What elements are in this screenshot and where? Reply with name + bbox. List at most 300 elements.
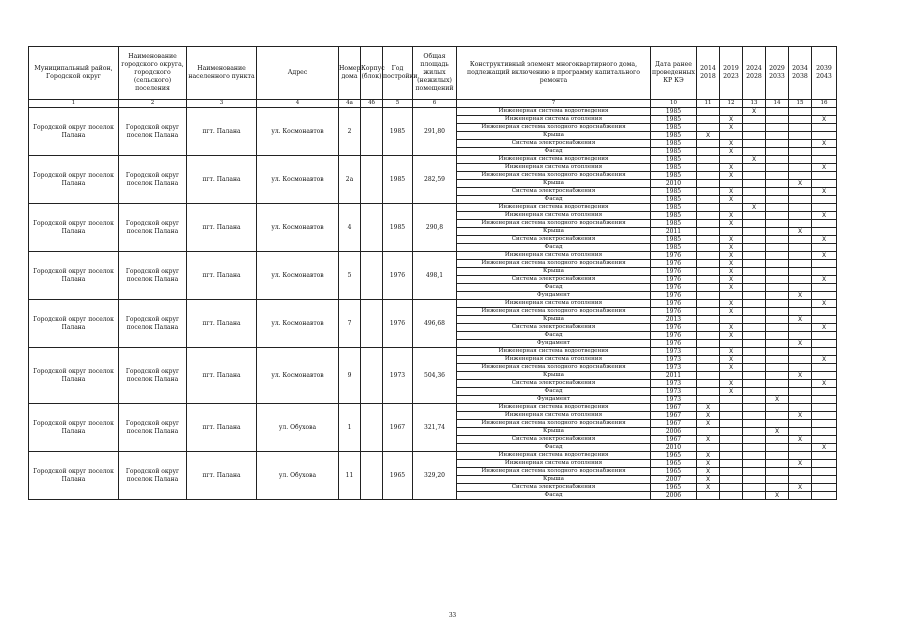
period-cell — [812, 220, 837, 228]
period-cell — [743, 300, 766, 308]
element-name-cell: Фасад — [457, 332, 651, 340]
house-number-cell: 9 — [339, 348, 361, 404]
element-name-cell: Крыша — [457, 372, 651, 380]
period-cell — [743, 236, 766, 244]
table-row — [29, 300, 837, 308]
planned-mark: X — [720, 268, 743, 276]
element-name-cell: Инженерная система водоотведения — [457, 404, 651, 412]
planned-mark: X — [697, 476, 720, 484]
settlement-cell: Городской округ поселок Палана — [119, 300, 187, 348]
period-cell — [766, 300, 789, 308]
period-cell — [812, 156, 837, 164]
period-cell — [720, 412, 743, 420]
period-cell — [697, 356, 720, 364]
period-cell — [743, 484, 766, 492]
area-cell: 291,80 — [413, 108, 457, 156]
period-cell — [812, 412, 837, 420]
repair-date-cell: 1985 — [651, 156, 697, 164]
period-cell — [812, 428, 837, 436]
planned-mark: X — [766, 428, 789, 436]
period-cell — [812, 316, 837, 324]
period-cell — [720, 228, 743, 236]
period-cell — [743, 492, 766, 500]
planned-mark: X — [812, 164, 837, 172]
period-cell — [720, 460, 743, 468]
district-cell: Городской округ поселок Палана — [29, 204, 119, 252]
element-name-cell: Фундамент — [457, 292, 651, 300]
repair-date-cell: 1976 — [651, 340, 697, 348]
locality-cell: пгт. Палана — [187, 108, 257, 156]
planned-mark: X — [812, 356, 837, 364]
repair-date-cell: 1967 — [651, 420, 697, 428]
district-cell: Городской округ поселок Палана — [29, 300, 119, 348]
period-cell — [789, 252, 812, 260]
period-cell — [697, 276, 720, 284]
planned-mark: X — [720, 332, 743, 340]
period-cell — [789, 204, 812, 212]
repair-date-cell: 2010 — [651, 180, 697, 188]
period-cell — [743, 196, 766, 204]
period-cell — [812, 476, 837, 484]
period-cell — [743, 332, 766, 340]
repair-date-cell: 1976 — [651, 260, 697, 268]
period-cell — [743, 364, 766, 372]
period-cell — [766, 228, 789, 236]
period-cell — [766, 340, 789, 348]
element-name-cell: Система электроснабжения — [457, 436, 651, 444]
period-cell — [743, 116, 766, 124]
table-row — [29, 204, 837, 212]
year-built-cell: 1985 — [383, 156, 413, 204]
period-cell — [743, 396, 766, 404]
period-cell — [766, 220, 789, 228]
element-name-cell: Система электроснабжения — [457, 324, 651, 332]
planned-mark: X — [789, 316, 812, 324]
period-cell — [766, 436, 789, 444]
header-date-repaired: Дата ранее проведенных КР КЭ — [651, 47, 697, 100]
planned-mark: X — [720, 196, 743, 204]
element-name-cell: Инженерная система отопления — [457, 460, 651, 468]
element-name-cell: Фасад — [457, 244, 651, 252]
period-cell — [743, 308, 766, 316]
planned-mark: X — [812, 188, 837, 196]
column-number: 16 — [812, 100, 837, 108]
repair-date-cell: 1976 — [651, 332, 697, 340]
register-table — [28, 46, 837, 500]
element-name-cell: Инженерная система холодного водоснабжения — [457, 420, 651, 428]
repair-date-cell: 1985 — [651, 212, 697, 220]
period-cell — [720, 108, 743, 116]
column-number: 5 — [383, 100, 413, 108]
element-name-cell: Крыша — [457, 476, 651, 484]
repair-date-cell: 1985 — [651, 220, 697, 228]
planned-mark: X — [697, 484, 720, 492]
period-cell — [743, 444, 766, 452]
period-cell — [812, 388, 837, 396]
element-name-cell: Инженерная система холодного водоснабжения — [457, 172, 651, 180]
element-name-cell: Фундамент — [457, 340, 651, 348]
repair-date-cell: 1976 — [651, 300, 697, 308]
settlement-cell: Городской округ поселок Палана — [119, 108, 187, 156]
planned-mark: X — [720, 300, 743, 308]
period-cell — [743, 348, 766, 356]
column-number: 4a — [339, 100, 361, 108]
period-cell — [789, 300, 812, 308]
period-cell — [812, 148, 837, 156]
period-cell — [812, 364, 837, 372]
period-cell — [789, 404, 812, 412]
area-cell: 504,36 — [413, 348, 457, 404]
period-cell — [697, 236, 720, 244]
element-name-cell: Система электроснабжения — [457, 380, 651, 388]
street-cell: ул. Космонавтов — [257, 156, 339, 204]
element-name-cell: Инженерная система отопления — [457, 116, 651, 124]
period-cell — [766, 404, 789, 412]
period-cell — [812, 228, 837, 236]
planned-mark: X — [812, 324, 837, 332]
period-cell — [789, 116, 812, 124]
period-cell — [766, 452, 789, 460]
repair-date-cell: 1985 — [651, 164, 697, 172]
planned-mark: X — [812, 276, 837, 284]
planned-mark: X — [766, 396, 789, 404]
planned-mark: X — [720, 172, 743, 180]
repair-date-cell: 1976 — [651, 284, 697, 292]
locality-cell: пгт. Палана — [187, 404, 257, 452]
repair-date-cell: 2011 — [651, 372, 697, 380]
period-cell — [766, 276, 789, 284]
period-cell — [697, 388, 720, 396]
period-cell — [812, 420, 837, 428]
street-cell: ул. Космонавтов — [257, 108, 339, 156]
repair-date-cell: 1985 — [651, 124, 697, 132]
planned-mark: X — [697, 412, 720, 420]
period-cell — [743, 452, 766, 460]
period-cell — [697, 124, 720, 132]
period-cell — [720, 420, 743, 428]
period-cell — [766, 132, 789, 140]
repair-date-cell: 1973 — [651, 380, 697, 388]
period-cell — [766, 324, 789, 332]
header-year-built: Год постройки — [383, 47, 413, 100]
period-cell — [812, 348, 837, 356]
locality-cell: пгт. Палана — [187, 300, 257, 348]
element-name-cell: Система электроснабжения — [457, 236, 651, 244]
period-cell — [720, 180, 743, 188]
period-cell — [697, 244, 720, 252]
period-cell — [789, 452, 812, 460]
period-cell — [766, 308, 789, 316]
element-name-cell: Система электроснабжения — [457, 140, 651, 148]
planned-mark: X — [789, 412, 812, 420]
element-name-cell: Инженерная система отопления — [457, 252, 651, 260]
column-number: 11 — [697, 100, 720, 108]
period-cell — [697, 252, 720, 260]
period-cell — [697, 156, 720, 164]
planned-mark: X — [812, 212, 837, 220]
table-row — [29, 252, 837, 260]
period-cell — [766, 460, 789, 468]
period-cell — [697, 372, 720, 380]
period-cell — [743, 148, 766, 156]
period-cell — [812, 268, 837, 276]
planned-mark: X — [812, 236, 837, 244]
column-number: 4б — [361, 100, 383, 108]
repair-date-cell: 1973 — [651, 396, 697, 404]
element-name-cell: Инженерная система холодного водоснабжения — [457, 124, 651, 132]
element-name-cell: Инженерная система водоотведения — [457, 108, 651, 116]
period-cell — [789, 324, 812, 332]
period-cell — [789, 364, 812, 372]
locality-cell: пгт. Палана — [187, 252, 257, 300]
period-cell — [743, 324, 766, 332]
period-cell — [766, 332, 789, 340]
year-built-cell: 1985 — [383, 204, 413, 252]
planned-mark: X — [697, 452, 720, 460]
period-cell — [789, 388, 812, 396]
year-built-cell: 1965 — [383, 452, 413, 500]
period-cell — [697, 292, 720, 300]
period-cell — [766, 284, 789, 292]
period-cell — [697, 364, 720, 372]
repair-date-cell: 1967 — [651, 436, 697, 444]
period-cell — [743, 436, 766, 444]
district-cell: Городской округ поселок Палана — [29, 252, 119, 300]
repair-date-cell: 2011 — [651, 228, 697, 236]
period-cell — [789, 428, 812, 436]
element-name-cell: Крыша — [457, 268, 651, 276]
period-cell — [743, 244, 766, 252]
period-cell — [720, 404, 743, 412]
period-cell — [697, 380, 720, 388]
district-cell: Городской округ поселок Палана — [29, 404, 119, 452]
element-name-cell: Крыша — [457, 428, 651, 436]
period-cell — [766, 148, 789, 156]
period-cell — [697, 268, 720, 276]
year-built-cell: 1976 — [383, 252, 413, 300]
period-cell — [697, 188, 720, 196]
period-cell — [697, 116, 720, 124]
period-cell — [789, 276, 812, 284]
period-cell — [789, 164, 812, 172]
period-cell — [789, 196, 812, 204]
period-cell — [720, 476, 743, 484]
block-cell — [361, 404, 383, 452]
period-cell — [697, 308, 720, 316]
period-cell — [766, 108, 789, 116]
repair-date-cell: 1976 — [651, 324, 697, 332]
period-cell — [789, 356, 812, 364]
repair-date-cell: 1973 — [651, 356, 697, 364]
header-period: 2024 2028 — [743, 47, 766, 100]
district-cell: Городской округ поселок Палана — [29, 108, 119, 156]
block-cell — [361, 156, 383, 204]
planned-mark: X — [697, 436, 720, 444]
period-cell — [766, 204, 789, 212]
block-cell — [361, 300, 383, 348]
header-municipal: Муниципальный район, Городской округ — [29, 47, 119, 100]
period-cell — [766, 140, 789, 148]
street-cell: ул. Космонавтов — [257, 204, 339, 252]
period-cell — [720, 204, 743, 212]
period-cell — [697, 108, 720, 116]
period-cell — [789, 476, 812, 484]
planned-mark: X — [720, 116, 743, 124]
period-cell — [743, 340, 766, 348]
period-cell — [697, 140, 720, 148]
block-cell — [361, 204, 383, 252]
period-cell — [743, 228, 766, 236]
period-cell — [697, 228, 720, 236]
period-cell — [766, 252, 789, 260]
repair-date-cell: 1985 — [651, 244, 697, 252]
planned-mark: X — [789, 436, 812, 444]
element-name-cell: Фасад — [457, 196, 651, 204]
repair-date-cell: 1976 — [651, 252, 697, 260]
element-name-cell: Инженерная система холодного водоснабжения — [457, 260, 651, 268]
year-built-cell: 1976 — [383, 300, 413, 348]
element-name-cell: Инженерная система водоотведения — [457, 204, 651, 212]
repair-date-cell: 1965 — [651, 468, 697, 476]
period-cell — [697, 172, 720, 180]
column-number-row — [29, 100, 837, 108]
header-period: 2029 2033 — [766, 47, 789, 100]
period-cell — [697, 492, 720, 500]
period-cell — [812, 204, 837, 212]
planned-mark: X — [720, 348, 743, 356]
period-cell — [720, 156, 743, 164]
element-name-cell: Крыша — [457, 132, 651, 140]
period-cell — [743, 284, 766, 292]
period-cell — [697, 444, 720, 452]
period-cell — [789, 236, 812, 244]
element-name-cell: Фундамент — [457, 396, 651, 404]
repair-date-cell: 1965 — [651, 452, 697, 460]
period-cell — [720, 428, 743, 436]
period-cell — [789, 444, 812, 452]
period-cell — [743, 132, 766, 140]
element-name-cell: Система электроснабжения — [457, 484, 651, 492]
planned-mark: X — [697, 460, 720, 468]
street-cell: ул. Космонавтов — [257, 252, 339, 300]
period-cell — [812, 132, 837, 140]
locality-cell: пгт. Палана — [187, 452, 257, 500]
period-cell — [743, 420, 766, 428]
period-cell — [720, 372, 743, 380]
repair-date-cell: 1976 — [651, 308, 697, 316]
column-number: 2 — [119, 100, 187, 108]
period-cell — [789, 212, 812, 220]
period-cell — [766, 124, 789, 132]
element-name-cell: Инженерная система отопления — [457, 300, 651, 308]
planned-mark: X — [720, 324, 743, 332]
period-cell — [743, 404, 766, 412]
planned-mark: X — [812, 300, 837, 308]
period-cell — [743, 220, 766, 228]
period-cell — [766, 164, 789, 172]
planned-mark: X — [720, 164, 743, 172]
house-number-cell: 11 — [339, 452, 361, 500]
planned-mark: X — [720, 220, 743, 228]
page-number: 33 — [449, 611, 456, 619]
period-cell — [743, 380, 766, 388]
planned-mark: X — [789, 228, 812, 236]
header-period: 2014 2018 — [697, 47, 720, 100]
column-number: 6 — [413, 100, 457, 108]
planned-mark: X — [720, 284, 743, 292]
period-cell — [697, 212, 720, 220]
header-period: 2034 2038 — [789, 47, 812, 100]
period-cell — [697, 196, 720, 204]
period-cell — [766, 188, 789, 196]
period-cell — [812, 468, 837, 476]
period-cell — [789, 332, 812, 340]
planned-mark: X — [789, 460, 812, 468]
year-built-cell: 1973 — [383, 348, 413, 404]
period-cell — [766, 356, 789, 364]
header-address: Адрес — [257, 47, 339, 100]
period-cell — [789, 156, 812, 164]
period-cell — [812, 436, 837, 444]
period-cell — [743, 124, 766, 132]
planned-mark: X — [812, 116, 837, 124]
planned-mark: X — [697, 404, 720, 412]
repair-date-cell: 1985 — [651, 132, 697, 140]
period-cell — [766, 388, 789, 396]
repair-date-cell: 1985 — [651, 204, 697, 212]
district-cell: Городской округ поселок Палана — [29, 156, 119, 204]
period-cell — [789, 268, 812, 276]
element-name-cell: Инженерная система отопления — [457, 164, 651, 172]
planned-mark: X — [720, 236, 743, 244]
period-cell — [812, 108, 837, 116]
period-cell — [743, 276, 766, 284]
period-cell — [812, 124, 837, 132]
period-cell — [743, 356, 766, 364]
repair-date-cell: 1976 — [651, 276, 697, 284]
period-cell — [766, 196, 789, 204]
header-period: 2019 2023 — [720, 47, 743, 100]
house-number-cell: 5 — [339, 252, 361, 300]
period-cell — [766, 116, 789, 124]
element-name-cell: Фасад — [457, 492, 651, 500]
period-cell — [743, 428, 766, 436]
period-cell — [766, 380, 789, 388]
period-cell — [743, 252, 766, 260]
element-name-cell: Фасад — [457, 284, 651, 292]
element-name-cell: Фасад — [457, 444, 651, 452]
planned-mark: X — [720, 356, 743, 364]
period-cell — [766, 268, 789, 276]
street-cell: ул. Обухова — [257, 404, 339, 452]
planned-mark: X — [720, 252, 743, 260]
period-cell — [789, 396, 812, 404]
period-cell — [812, 196, 837, 204]
column-number: 4 — [257, 100, 339, 108]
planned-mark: X — [720, 148, 743, 156]
period-cell — [789, 188, 812, 196]
element-name-cell: Инженерная система холодного водоснабжения — [457, 308, 651, 316]
header-row — [29, 47, 837, 100]
planned-mark: X — [720, 380, 743, 388]
area-cell: 290,8 — [413, 204, 457, 252]
period-cell — [789, 148, 812, 156]
table-row — [29, 404, 837, 412]
period-cell — [789, 124, 812, 132]
period-cell — [766, 348, 789, 356]
area-cell: 329,20 — [413, 452, 457, 500]
period-cell — [789, 172, 812, 180]
